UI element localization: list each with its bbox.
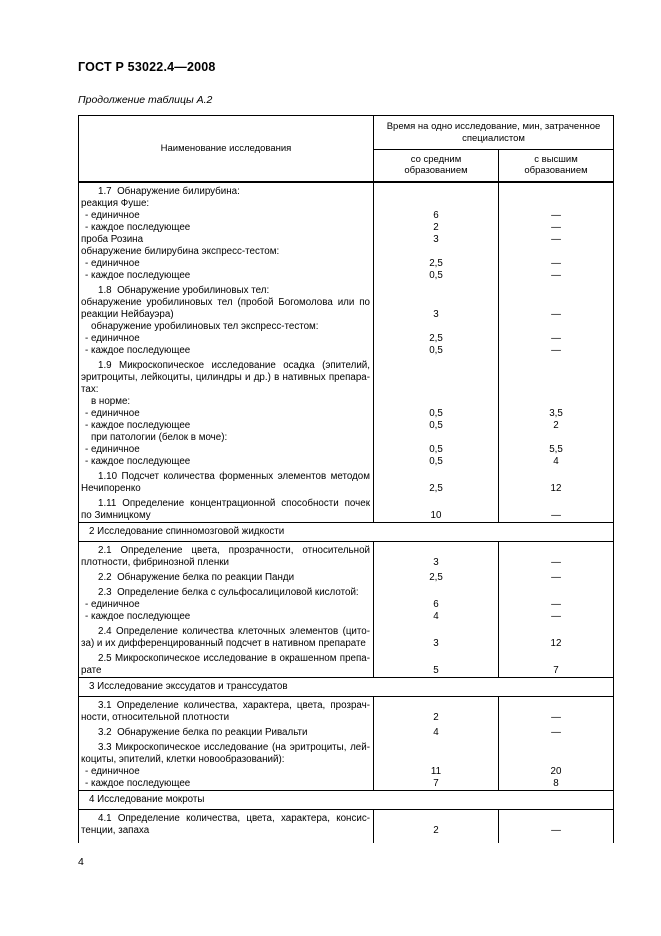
value-higher-education [499,739,614,766]
row-label-line: рате [81,664,102,676]
value-higher-education [499,282,614,297]
row-label [79,696,374,724]
row-label-line: 1.10 Подсчет количества форменных элементов методом [98,470,370,482]
table-row [79,623,614,650]
row-label-line: - каждое последующее [85,455,191,467]
row-label [79,321,374,333]
table-row [79,258,614,270]
value-secondary-education: 0,5 [374,270,499,282]
value-secondary-education: 3 [374,541,499,569]
value-secondary-education: 2 [374,222,499,234]
value-higher-education: 5,5 [549,443,563,455]
value-secondary-education [374,357,499,396]
row-label [79,739,374,766]
row-label [79,599,374,611]
row-label [79,569,374,584]
value-higher-education: — [551,726,561,738]
row-label-line: 3.3 Микроскопическое исследование (на эритроциты, лей- [98,741,370,753]
row-label-line: 2.2 Обнаружение белка по реакции Панди [98,571,295,583]
row-label-line: - единичное [85,257,140,269]
column-header-name: Наименование исследования [79,116,374,182]
value-secondary-education [374,739,499,766]
row-label [79,468,374,495]
table-row [79,444,614,456]
row-label [79,246,374,258]
column-header-secondary-education: со средним образованием [374,150,499,182]
value-higher-education [499,584,614,599]
value-secondary-education: 2,5 [374,333,499,345]
value-secondary-education [374,282,499,297]
row-label-line: 4.1 Определение количества, цвета, характера, консис- [98,812,370,824]
row-label-line: - каждое последующее [85,269,191,281]
value-secondary-education: 2,5 [374,258,499,270]
table-row [79,495,614,523]
section-header-label: 2 Исследование спинномозговой жидкости [79,522,614,541]
table-row [79,270,614,282]
row-label [79,396,374,408]
row-label-line: эритроциты, лейкоциты, цилиндры и др.) в нативных препара- [81,371,370,383]
table-row [79,321,614,333]
value-secondary-education: 10 [374,495,499,523]
row-label-line: - единичное [85,209,140,221]
value-secondary-education [374,432,499,444]
table-row [79,696,614,724]
value-secondary-education: 3 [374,623,499,650]
row-label-line: - каждое последующее [85,221,191,233]
row-label-line: 2.4 Определение количества клеточных элементов (цито- [98,625,370,637]
row-label-line: - каждое последующее [85,419,191,431]
column-header-higher-education: с высшим образованием [499,150,614,182]
row-label-line: 1.11 Определение концентрационной способности почек [98,497,370,509]
value-higher-education [499,198,614,210]
row-label [79,495,374,523]
value-secondary-education: 2 [374,809,499,837]
value-secondary-education: 0,5 [374,456,499,468]
table-row [79,420,614,432]
value-secondary-education: 0,5 [374,444,499,456]
row-label-line: - единичное [85,407,140,419]
row-label [79,198,374,210]
row-label-line: - каждое последующее [85,344,191,356]
value-secondary-education: 2,5 [374,569,499,584]
row-label [79,210,374,222]
value-higher-education [499,182,614,198]
row-label [79,408,374,420]
section-row [79,522,614,541]
time-norms-table [78,115,614,843]
value-secondary-education: 5 [374,650,499,678]
table-row [79,246,614,258]
table-row [79,611,614,623]
value-secondary-education: 3 [374,234,499,246]
table-caption: Продолжение таблицы А.2 [78,94,213,106]
row-label [79,222,374,234]
page-number: 4 [78,855,84,868]
value-higher-education: — [551,598,561,610]
value-secondary-education: 11 [374,766,499,778]
row-label-line: - каждое последующее [85,610,191,622]
row-label [79,345,374,357]
row-label-line: 2.5 Микроскопическое исследование в окрашенном препа- [98,652,370,664]
row-label-line: при патологии (белок в моче): [91,431,228,443]
value-higher-education: — [551,711,561,723]
value-higher-education: — [551,308,561,320]
row-label [79,809,374,837]
value-higher-education: 20 [550,765,562,777]
value-secondary-education [374,246,499,258]
row-label-line: тенции, запаха [81,824,150,836]
table-row [79,584,614,599]
value-secondary-education: 0,5 [374,420,499,432]
table-continuation-spacer [79,837,614,843]
row-label-line: коциты, эпителий, клетки новообразований): [81,753,285,765]
row-label-line: по Зимницкому [81,509,151,521]
row-label [79,650,374,678]
table-row [79,357,614,396]
row-label-line: плотности, фибринозной пленки [81,556,230,568]
value-secondary-education: 7 [374,778,499,791]
row-label-line: за) и их дифференцированный подсчет в нативном препарате [81,637,366,649]
value-higher-education: 8 [553,777,559,789]
row-label-line: реакции Нейбауэра) [81,308,174,320]
table-row [79,541,614,569]
row-label [79,766,374,778]
section-row [79,790,614,809]
row-label [79,444,374,456]
value-higher-education [499,432,614,444]
value-secondary-education: 6 [374,210,499,222]
table-row [79,468,614,495]
row-label [79,541,374,569]
spacer-cell [499,837,614,843]
row-label [79,432,374,444]
table-row [79,766,614,778]
row-label [79,333,374,345]
value-higher-education: — [551,233,561,245]
spacer-cell [374,837,499,843]
row-label [79,258,374,270]
value-higher-education: 12 [550,482,562,494]
row-label [79,584,374,599]
row-label [79,182,374,198]
row-label-line: реакция Фуше: [81,197,150,209]
value-secondary-education [374,396,499,408]
row-label [79,778,374,791]
table-row [79,408,614,420]
column-group-header-time: Время на одно исследование, мин, затраченное специалистом [374,116,614,150]
table-row [79,396,614,408]
row-label [79,297,374,321]
table-row [79,724,614,739]
value-higher-education: — [551,332,561,344]
page-content [78,60,613,868]
table-row [79,569,614,584]
value-higher-education: 7 [553,664,559,676]
table-row [79,778,614,791]
value-secondary-education [374,321,499,333]
value-higher-education: — [551,209,561,221]
table-row [79,809,614,837]
value-higher-education: — [551,509,561,521]
value-higher-education: — [551,221,561,233]
value-higher-education: 4 [553,455,559,467]
value-higher-education [499,357,614,396]
table-row [79,222,614,234]
value-secondary-education: 4 [374,724,499,739]
row-label [79,623,374,650]
row-label-line: - единичное [85,332,140,344]
row-label-line: обнаружение билирубина экспресс-тестом: [81,245,280,257]
row-label-line: проба Розина [81,233,144,245]
row-label-line: в норме: [91,395,131,407]
value-secondary-education [374,584,499,599]
table-row [79,739,614,766]
table-body [79,182,614,843]
row-label-line: 2.1 Определение цвета, прозрачности, относительной [98,544,370,556]
value-higher-education [499,396,614,408]
table-header [79,116,614,182]
table-row [79,198,614,210]
value-higher-education: — [551,610,561,622]
section-row [79,677,614,696]
table-row [79,282,614,297]
value-higher-education: 2 [553,419,559,431]
row-label-line: 2.3 Определение белка с сульфосалициловой кислотой: [98,586,359,598]
row-label-line: - каждое последующее [85,777,191,789]
row-label [79,420,374,432]
row-label-line: 1.9 Микроскопическое исследование осадка (эпителий, [98,359,370,371]
table-row [79,333,614,345]
row-label-line: - единичное [85,765,140,777]
table-row [79,182,614,198]
value-secondary-education [374,182,499,198]
row-label [79,270,374,282]
value-higher-education: 3,5 [549,407,563,419]
doc-code: ГОСТ Р 53022.4—2008 [78,60,216,74]
row-label-line: тах: [81,383,99,395]
section-header-label: 3 Исследование экссудатов и транссудатов [79,677,614,696]
value-secondary-education: 6 [374,599,499,611]
table-row [79,297,614,321]
value-higher-education: — [551,269,561,281]
value-higher-education [499,246,614,258]
value-higher-education [499,321,614,333]
value-secondary-education: 2,5 [374,468,499,495]
row-label [79,234,374,246]
row-label-line: обнаружение уробилиновых тел (пробой Богомолова или по [81,296,370,308]
row-label [79,282,374,297]
value-higher-education: — [551,824,561,836]
table-row [79,345,614,357]
row-label-line: 3.1 Определение количества, характера, цвета, прозрач- [98,699,370,711]
value-secondary-education: 4 [374,611,499,623]
value-secondary-education [374,198,499,210]
value-higher-education: 12 [550,637,562,649]
row-label-line: обнаружение уробилиновых тел экспресс-тестом: [91,320,319,332]
value-secondary-education: 0,5 [374,408,499,420]
spacer-cell [79,837,374,843]
row-label [79,724,374,739]
value-higher-education: — [551,571,561,583]
table-row [79,432,614,444]
table-row [79,456,614,468]
row-label-line: 1.7 Обнаружение билирубина: [98,185,240,197]
row-label-line: - единичное [85,598,140,610]
section-header-label: 4 Исследование мокроты [79,790,614,809]
value-secondary-education: 0,5 [374,345,499,357]
row-label [79,456,374,468]
row-label-line: ности, относительной плотности [81,711,230,723]
table-row [79,650,614,678]
row-label-line: - единичное [85,443,140,455]
table-row [79,599,614,611]
value-higher-education: — [551,556,561,568]
row-label [79,611,374,623]
row-label-line: 1.8 Обнаружение уробилиновых тел: [98,284,270,296]
table-row [79,210,614,222]
value-higher-education: — [551,257,561,269]
value-higher-education: — [551,344,561,356]
row-label [79,357,374,396]
table-row [79,234,614,246]
value-secondary-education: 3 [374,297,499,321]
value-secondary-education: 2 [374,696,499,724]
row-label-line: 3.2 Обнаружение белка по реакции Ривальти [98,726,308,738]
row-label-line: Нечипоренко [81,482,141,494]
